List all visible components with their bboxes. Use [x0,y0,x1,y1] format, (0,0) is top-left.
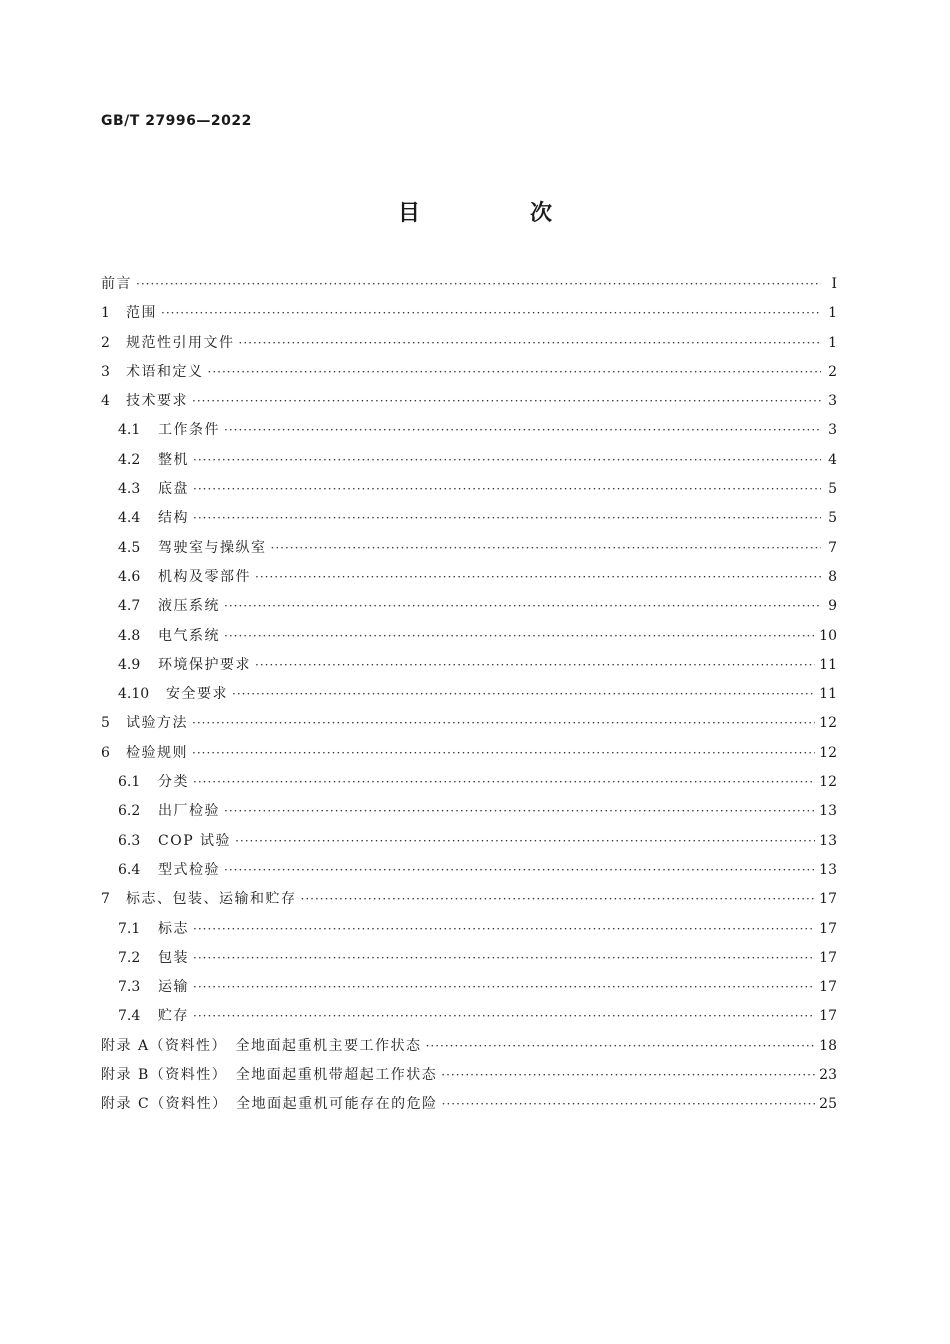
toc-entry[interactable] [101,299,837,328]
toc-entry-page: 5 [828,481,837,498]
toc-entry-label: 标志、包装、运输和贮存 [126,891,297,908]
table-of-contents [101,270,837,1120]
toc-entry-page: 12 [819,715,837,732]
toc-entry-page: 1 [828,305,837,322]
toc-entry-number: 6.3 [118,832,141,849]
toc-leader-dots [193,446,821,475]
toc-leader-dots [208,358,822,387]
toc-entry-page: 1 [828,334,837,351]
toc-entry-page: 7 [828,539,837,556]
toc-leader-dots [224,622,815,651]
toc-entry[interactable] [101,1090,837,1119]
toc-leader-dots [224,856,815,885]
toc-entry-label: 型式检验 [158,861,220,878]
toc-entry[interactable] [101,387,837,416]
toc-entry-label: 附录 A（资料性） 全地面起重机主要工作状态 [101,1037,422,1054]
toc-leader-dots [193,768,815,797]
toc-entry-number: 4.2 [118,451,141,468]
toc-entry-label: 环境保护要求 [158,656,251,673]
toc-entry-page: 11 [819,686,837,703]
toc-entry-label: 驾驶室与操纵室 [158,539,267,556]
toc-leader-dots [224,797,815,826]
toc-entry-label: 技术要求 [126,393,188,410]
toc-entry[interactable] [101,270,837,299]
toc-entry[interactable] [101,504,837,533]
toc-entry[interactable] [101,768,837,797]
toc-entry-number: 4.9 [118,656,141,673]
toc-entry-number: 4.8 [118,627,141,644]
toc-entry-label: 术语和定义 [126,363,204,380]
toc-leader-dots [193,973,815,1002]
toc-entry-number: 5 [101,715,110,732]
toc-leader-dots [193,915,815,944]
toc-entry-number: 7.3 [118,979,141,996]
toc-leader-dots [301,885,816,914]
toc-entry-page: 4 [828,451,837,468]
toc-leader-dots [136,270,821,299]
toc-entry[interactable] [101,416,837,445]
toc-entry[interactable] [101,944,837,973]
toc-entry-page: 2 [828,363,837,380]
toc-entry[interactable] [101,622,837,651]
toc-entry-number: 7 [101,891,110,908]
toc-entry-number: 4.1 [118,422,141,439]
toc-entry-page: 17 [819,1008,837,1025]
toc-entry[interactable] [101,592,837,621]
toc-entry-label: 规范性引用文件 [126,334,235,351]
toc-entry-label: 工作条件 [158,422,220,439]
toc-entry[interactable] [101,358,837,387]
toc-entry[interactable] [101,973,837,1002]
toc-leader-dots [442,1090,816,1119]
toc-entry-number: 7.4 [118,1008,141,1025]
toc-entry-page: 3 [828,393,837,410]
toc-entry-number: 6 [101,744,110,761]
toc-leader-dots [193,475,821,504]
toc-entry[interactable] [101,475,837,504]
toc-leader-dots [232,680,815,709]
toc-entry[interactable] [101,329,837,358]
toc-entry-number: 1 [101,305,110,322]
toc-entry-number: 3 [101,363,110,380]
page-title: 目 次 [397,201,596,226]
toc-leader-dots [239,329,822,358]
toc-entry-number: 4.4 [118,510,141,527]
toc-entry-label: 范围 [126,305,157,322]
toc-entry-label: 出厂检验 [158,803,220,820]
toc-entry-label: 安全要求 [166,686,228,703]
toc-entry-page: 23 [819,1067,837,1084]
toc-entry-page: 5 [828,510,837,527]
toc-entry-page: 25 [819,1096,837,1113]
toc-leader-dots [235,827,815,856]
toc-entry-page: 12 [819,744,837,761]
toc-entry-page: 8 [828,568,837,585]
toc-entry-page: 9 [828,598,837,615]
toc-entry-page: 3 [828,422,837,439]
toc-entry-label: 包装 [158,949,189,966]
toc-entry-page: 17 [819,920,837,937]
toc-entry-label: 试验方法 [126,715,188,732]
toc-leader-dots [224,416,821,445]
toc-entry-number: 4.7 [118,598,141,615]
toc-entry-number: 2 [101,334,110,351]
toc-entry-page: 17 [819,979,837,996]
toc-entry[interactable] [101,446,837,475]
toc-entry-number: 4.10 [118,686,150,703]
toc-entry[interactable] [101,651,837,680]
toc-leader-dots [193,504,821,533]
toc-entry[interactable] [101,885,837,914]
toc-entry-label: 贮存 [158,1008,189,1025]
toc-leader-dots [224,592,821,621]
toc-entry-label: 液压系统 [158,598,220,615]
toc-entry-number: 4.5 [118,539,141,556]
toc-entry-page: 13 [819,861,837,878]
toc-leader-dots [192,739,815,768]
toc-entry[interactable] [101,797,837,826]
toc-entry-page: 17 [819,891,837,908]
toc-entry-label: 机构及零部件 [158,568,251,585]
toc-entry-label: 检验规则 [126,744,188,761]
toc-leader-dots [192,709,815,738]
toc-leader-dots [161,299,821,328]
toc-leader-dots [193,1002,815,1031]
toc-leader-dots [255,563,821,592]
toc-entry-label: 附录 C（资料性） 全地面起重机可能存在的危险 [101,1096,438,1113]
toc-entry-label: 底盘 [158,481,189,498]
toc-leader-dots [193,944,815,973]
toc-entry-label: 附录 B（资料性） 全地面起重机带超起工作状态 [101,1067,438,1084]
toc-entry-label: COP 试验 [158,832,232,849]
toc-entry[interactable] [101,680,837,709]
toc-entry-page: 18 [819,1037,837,1054]
toc-entry-page: 13 [819,832,837,849]
toc-entry[interactable] [101,1032,837,1061]
toc-entry-number: 6.1 [118,774,141,791]
toc-entry-number: 4.6 [118,568,141,585]
toc-entry-number: 6.2 [118,803,141,820]
toc-entry-label: 分类 [158,774,189,791]
toc-entry-number: 4.3 [118,481,141,498]
standard-code: GB/T 27996—2022 [101,113,252,129]
toc-entry-label: 结构 [158,510,189,527]
toc-leader-dots [441,1061,815,1090]
toc-entry-page: 11 [819,656,837,673]
toc-entry-number: 7.2 [118,949,141,966]
toc-entry-number: 4 [101,393,110,410]
toc-entry-number: 6.4 [118,861,141,878]
toc-entry[interactable] [101,534,837,563]
toc-entry-page: 12 [819,774,837,791]
toc-leader-dots [192,387,821,416]
toc-entry-label: 整机 [158,451,189,468]
toc-entry[interactable] [101,856,837,885]
toc-entry-page: 10 [819,627,837,644]
toc-entry-label: 前言 [101,276,132,292]
toc-leader-dots [426,1032,816,1061]
toc-leader-dots [255,651,815,680]
toc-entry[interactable] [101,1061,837,1090]
toc-entry-label: 运输 [158,979,189,996]
toc-entry[interactable] [101,563,837,592]
toc-entry-page: 13 [819,803,837,820]
toc-entry[interactable] [101,827,837,856]
toc-entry[interactable] [101,709,837,738]
toc-entry[interactable] [101,915,837,944]
toc-entry-label: 标志 [158,920,189,937]
toc-entry-page: 17 [819,949,837,966]
toc-entry-number: 7.1 [118,920,141,937]
toc-leader-dots [271,534,822,563]
toc-entry[interactable] [101,739,837,768]
toc-entry-page: Ⅰ [831,276,837,292]
toc-entry[interactable] [101,1002,837,1031]
toc-entry-label: 电气系统 [158,627,220,644]
